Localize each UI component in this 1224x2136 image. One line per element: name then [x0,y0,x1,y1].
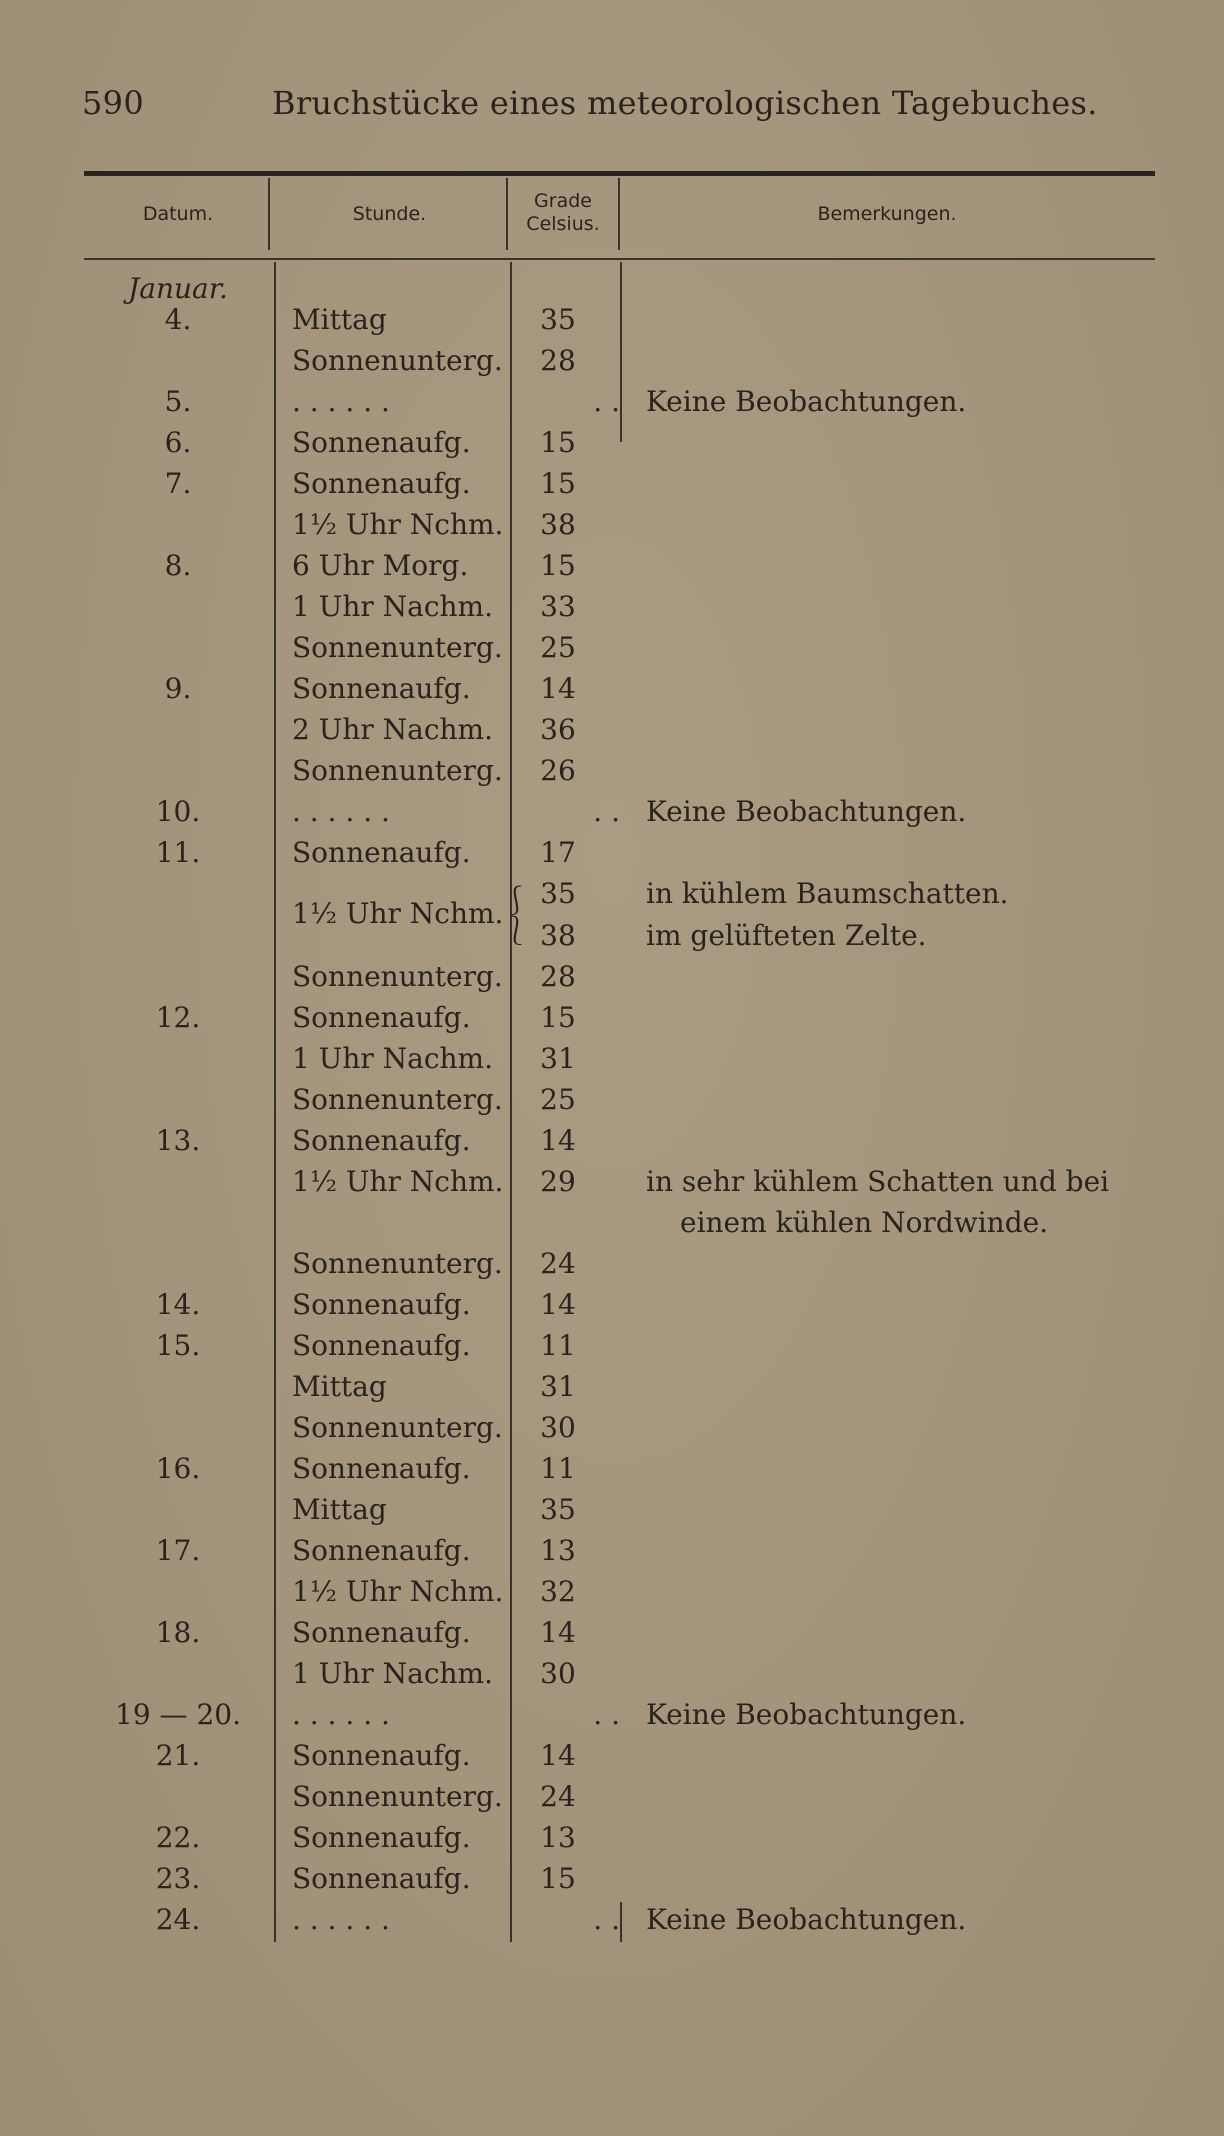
row-date: 11. [155,836,201,869]
row-date: 22. [155,1821,201,1854]
header-separator-2 [506,178,508,250]
row-degrees: 31 [540,1370,576,1403]
row-degrees: 38 [540,508,576,541]
row-remark: Keine Beobachtungen. [646,1903,967,1936]
row-degrees: 17 [540,836,576,869]
row-hour: Sonnenunterg. [292,1083,503,1116]
row-remark: einem kühlen Nordwinde. [680,1206,1049,1239]
row-degrees: . . [593,1698,620,1731]
row-degrees: 36 [540,713,576,746]
row-degrees: 13 [540,1534,576,1567]
row-date: 4. [164,303,192,336]
row-date: 23. [155,1862,201,1895]
row-hour: 1½ Uhr Nchm. [292,1575,504,1608]
row-date: 24. [155,1903,201,1936]
row-degrees: 31 [540,1042,576,1075]
column-separator-grade-bemerkungen-bottom [620,1902,622,1942]
row-remark: Keine Beobachtungen. [646,795,967,828]
row-degrees: 30 [540,1657,576,1690]
row-hour: Sonnenunterg. [292,344,503,377]
row-date: 19 — 20. [115,1698,241,1731]
row-hour: Sonnenunterg. [292,960,503,993]
row-hour: Sonnenaufg. [292,1739,471,1772]
row-date: 17. [155,1534,201,1567]
row-hour: 1½ Uhr Nchm. [292,508,504,541]
row-hour: 1 Uhr Nachm. [292,590,493,623]
row-hour: Sonnenaufg. [292,1616,471,1649]
row-degrees: 15 [540,549,576,582]
row-hour: Sonnenaufg. [292,1329,471,1362]
row-hour: 1½ Uhr Nchm. [292,1165,504,1198]
row-hour: 1 Uhr Nachm. [292,1042,493,1075]
row-degrees: 15 [540,426,576,459]
row-hour: Sonnenaufg. [292,672,471,705]
row-hour: Sonnenaufg. [292,467,471,500]
row-hour: . . . . . . [292,1903,390,1936]
row-hour: Sonnenaufg. [292,1288,471,1321]
row-degrees: 15 [540,1001,576,1034]
row-degrees: 35 [540,1493,576,1526]
row-degrees: 11 [540,1452,576,1485]
row-degrees: 32 [540,1575,576,1608]
table-header-rule [84,258,1155,260]
column-header-bemerkungen: Bemerkungen. [817,203,957,225]
row-degrees: 30 [540,1411,576,1444]
row-degrees: 25 [540,1083,576,1116]
row-hour: Mittag [292,303,387,336]
row-hour: Sonnenaufg. [292,1001,471,1034]
row-hour: Sonnenaufg. [292,836,471,869]
row-hour: 1½ Uhr Nchm. [292,897,504,930]
row-hour: Sonnenaufg. [292,426,471,459]
row-degrees: 35 [540,877,576,910]
row-hour: Sonnenaufg. [292,1821,471,1854]
row-degrees: 15 [540,1862,576,1895]
row-hour: Sonnenunterg. [292,1411,503,1444]
row-date: 5. [164,385,192,418]
row-degrees: 38 [540,919,576,952]
column-separator-datum-stunde [274,262,276,1942]
row-degrees: 24 [540,1247,576,1280]
column-header-datum: Datum. [142,203,214,225]
table-top-rule [84,171,1155,176]
row-hour: . . . . . . [292,1698,390,1731]
row-degrees: 28 [540,344,576,377]
row-degrees: 33 [540,590,576,623]
column-header-grade [507,190,619,236]
row-degrees: 15 [540,467,576,500]
row-hour: Sonnenunterg. [292,754,503,787]
row-hour: Mittag [292,1493,387,1526]
row-hour: 1 Uhr Nachm. [292,1657,493,1690]
row-hour: Sonnenaufg. [292,1534,471,1567]
row-degrees: 14 [540,1616,576,1649]
brace-lower: ⎱ [502,914,531,947]
row-date: 21. [155,1739,201,1772]
row-hour: 2 Uhr Nachm. [292,713,493,746]
row-degrees: 11 [540,1329,576,1362]
row-hour: Sonnenunterg. [292,1247,503,1280]
header-separator-3 [618,178,620,250]
column-separator-grade-bemerkungen-top [620,262,622,442]
row-date: 16. [155,1452,201,1485]
row-date: 12. [155,1001,201,1034]
row-date: 13. [155,1124,201,1157]
row-remark: in kühlem Baumschatten. [646,877,1009,910]
row-hour: Sonnenaufg. [292,1124,471,1157]
header-separator-1 [268,178,270,250]
row-hour: Sonnenaufg. [292,1452,471,1485]
column-header-grade-line: Grade [534,190,592,212]
month-label: Januar. [128,272,228,305]
row-date: 14. [155,1288,201,1321]
row-date: 15. [155,1329,201,1362]
row-hour: Sonnenunterg. [292,631,503,664]
page-number: 590 [82,84,144,122]
row-date: 9. [164,672,192,705]
row-date: 6. [164,426,192,459]
row-hour: Sonnenunterg. [292,1780,503,1813]
row-degrees: 29 [540,1165,576,1198]
column-header-stunde: Stunde. [352,203,427,225]
page-title: Bruchstücke eines meteorologischen Tagebuches. [272,84,1098,122]
row-date: 10. [155,795,201,828]
row-date: 7. [164,467,192,500]
row-date: 18. [155,1616,201,1649]
row-degrees: 14 [540,672,576,705]
row-degrees: 13 [540,1821,576,1854]
row-degrees: 14 [540,1124,576,1157]
row-hour: Sonnenaufg. [292,1862,471,1895]
row-remark: im gelüfteten Zelte. [646,919,927,952]
brace-upper: ⎰ [502,884,531,917]
row-hour: . . . . . . [292,795,390,828]
row-remark: Keine Beobachtungen. [646,1698,967,1731]
row-hour: 6 Uhr Morg. [292,549,469,582]
row-degrees: 24 [540,1780,576,1813]
row-remark: Keine Beobachtungen. [646,385,967,418]
column-header-celsius-line: Celsius. [526,213,600,235]
row-hour: . . . . . . [292,385,390,418]
row-degrees: . . [593,385,620,418]
row-degrees: . . [593,1903,620,1936]
row-remark: in sehr kühlem Schatten und bei [646,1165,1110,1198]
row-degrees: 26 [540,754,576,787]
row-degrees: 14 [540,1739,576,1772]
row-degrees: 25 [540,631,576,664]
row-degrees: . . [593,795,620,828]
row-hour: Mittag [292,1370,387,1403]
row-degrees: 35 [540,303,576,336]
row-date: 8. [164,549,192,582]
row-degrees: 28 [540,960,576,993]
row-degrees: 14 [540,1288,576,1321]
